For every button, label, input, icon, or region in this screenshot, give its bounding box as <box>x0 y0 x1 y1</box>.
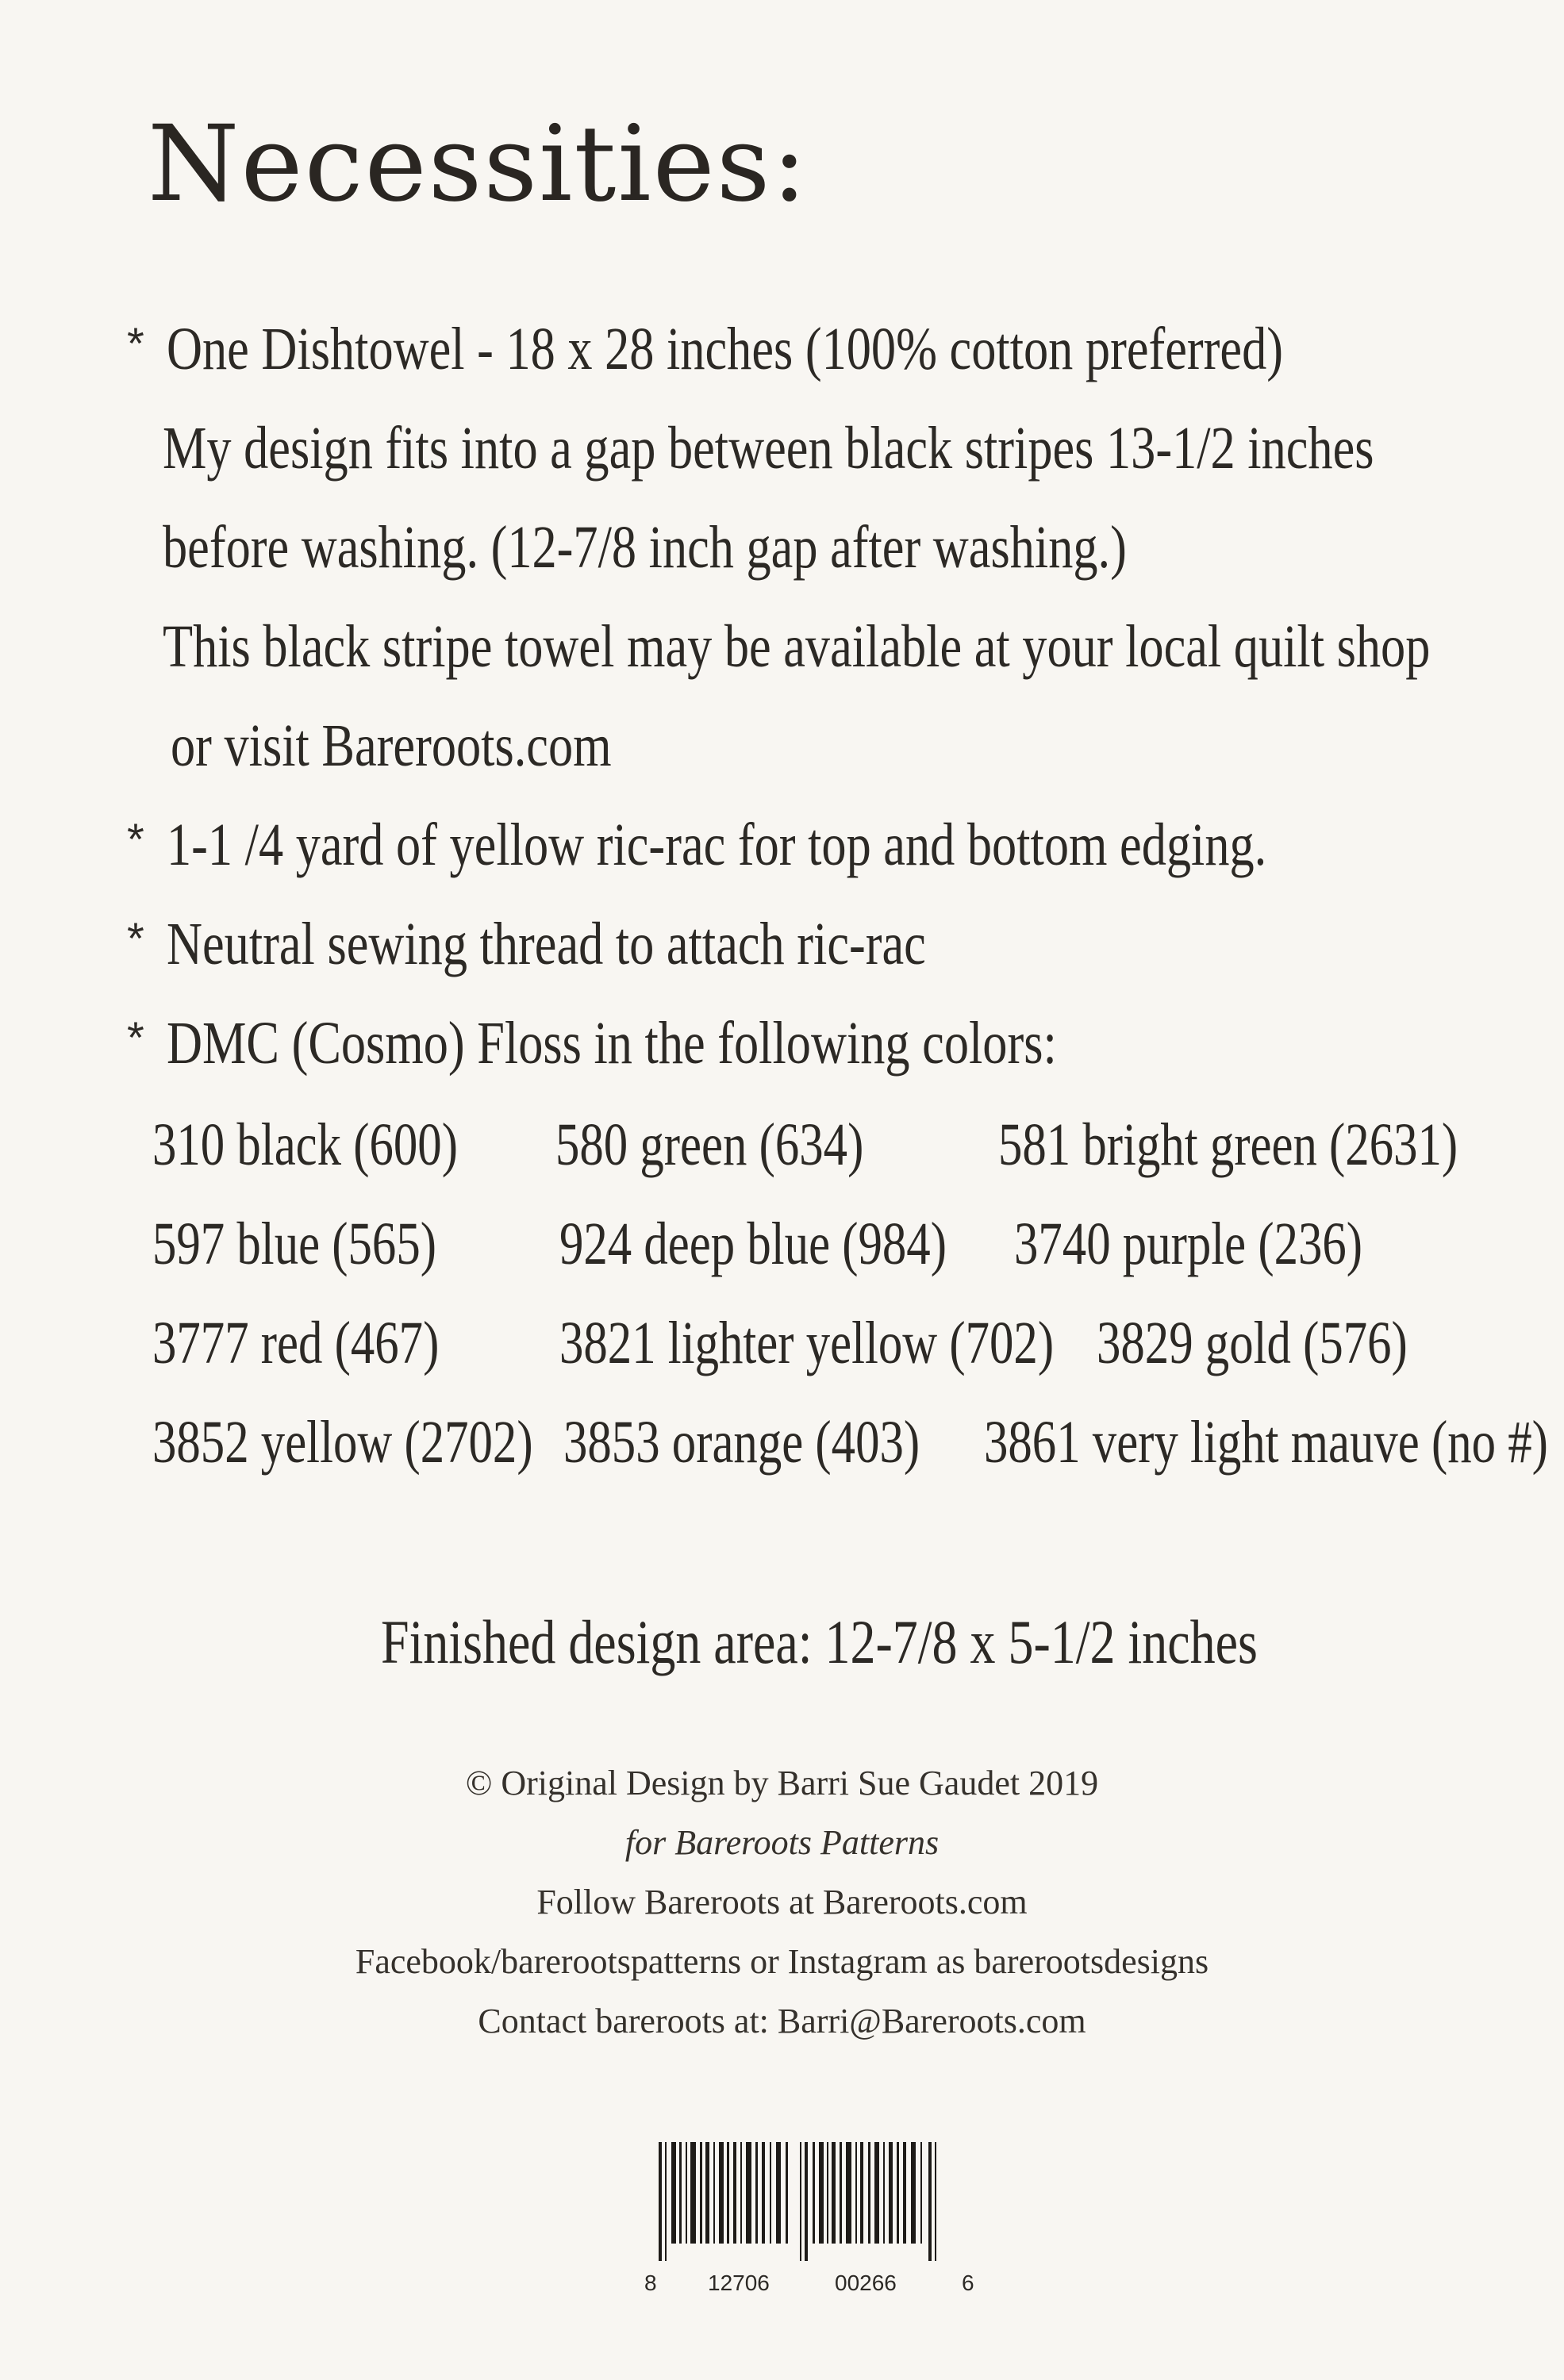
bullet-icon: * <box>127 814 144 864</box>
finished-design-area: Finished design area: 12-7/8 x 5-1/2 inches <box>381 1607 1258 1676</box>
barcode-digit: 8 <box>644 2271 657 2295</box>
bullet-icon: * <box>127 913 144 963</box>
floss-color: 3853 orange (403) <box>563 1409 920 1476</box>
floss-color: 310 black (600) <box>152 1111 458 1178</box>
floss-color: 3821 lighter yellow (702) <box>559 1310 1055 1376</box>
floss-color: 3852 yellow (2702) <box>152 1409 533 1476</box>
barcode-digit: 00266 <box>835 2271 897 2295</box>
floss-color: 924 deep blue (984) <box>559 1211 947 1277</box>
credit-line: © Original Design by Barri Sue Gaudet 2019 <box>465 1764 1099 1802</box>
item-line: My design fits into a gap between black stripes 13-1/2 inches <box>163 415 1374 482</box>
floss-color: 580 green (634) <box>555 1111 864 1178</box>
floss-color: 3861 very light mauve (no #) <box>984 1409 1548 1476</box>
barcode-icon <box>651 2142 968 2261</box>
item-line: or visit Bareroots.com <box>171 712 612 779</box>
item-line: before washing. (12-7/8 inch gap after washing.) <box>163 514 1127 581</box>
item-line: This black stripe towel may be available at your local quilt shop <box>163 613 1431 680</box>
bullet-icon: * <box>127 318 144 368</box>
bullet-icon: * <box>127 1012 144 1062</box>
floss-color: 3777 red (467) <box>152 1310 440 1376</box>
item-line: DMC (Cosmo) Floss in the following colors: <box>167 1010 1057 1077</box>
credit-line: Follow Bareroots at Bareroots.com <box>536 1883 1028 1921</box>
page-title: Necessities: <box>148 103 809 225</box>
barcode-digit: 12706 <box>708 2271 770 2295</box>
credit-line: Facebook/barerootspatterns or Instagram as barerootsdesigns <box>355 1942 1209 1981</box>
item-line: 1-1 /4 yard of yellow ric-rac for top and bottom edging. <box>167 812 1267 878</box>
floss-color: 581 bright green (2631) <box>998 1111 1458 1178</box>
credit-line: Contact bareroots at: Barri@Bareroots.com <box>478 2002 1086 2040</box>
credit-line: for Bareroots Patterns <box>624 1823 940 1862</box>
floss-color: 3829 gold (576) <box>1097 1310 1408 1376</box>
item-line: Neutral sewing thread to attach ric-rac <box>167 911 926 977</box>
barcode-digit: 6 <box>962 2271 974 2295</box>
item-line: One Dishtowel - 18 x 28 inches (100% cotton preferred) <box>167 316 1283 382</box>
floss-color: 3740 purple (236) <box>1014 1211 1363 1277</box>
floss-color: 597 blue (565) <box>152 1211 436 1277</box>
